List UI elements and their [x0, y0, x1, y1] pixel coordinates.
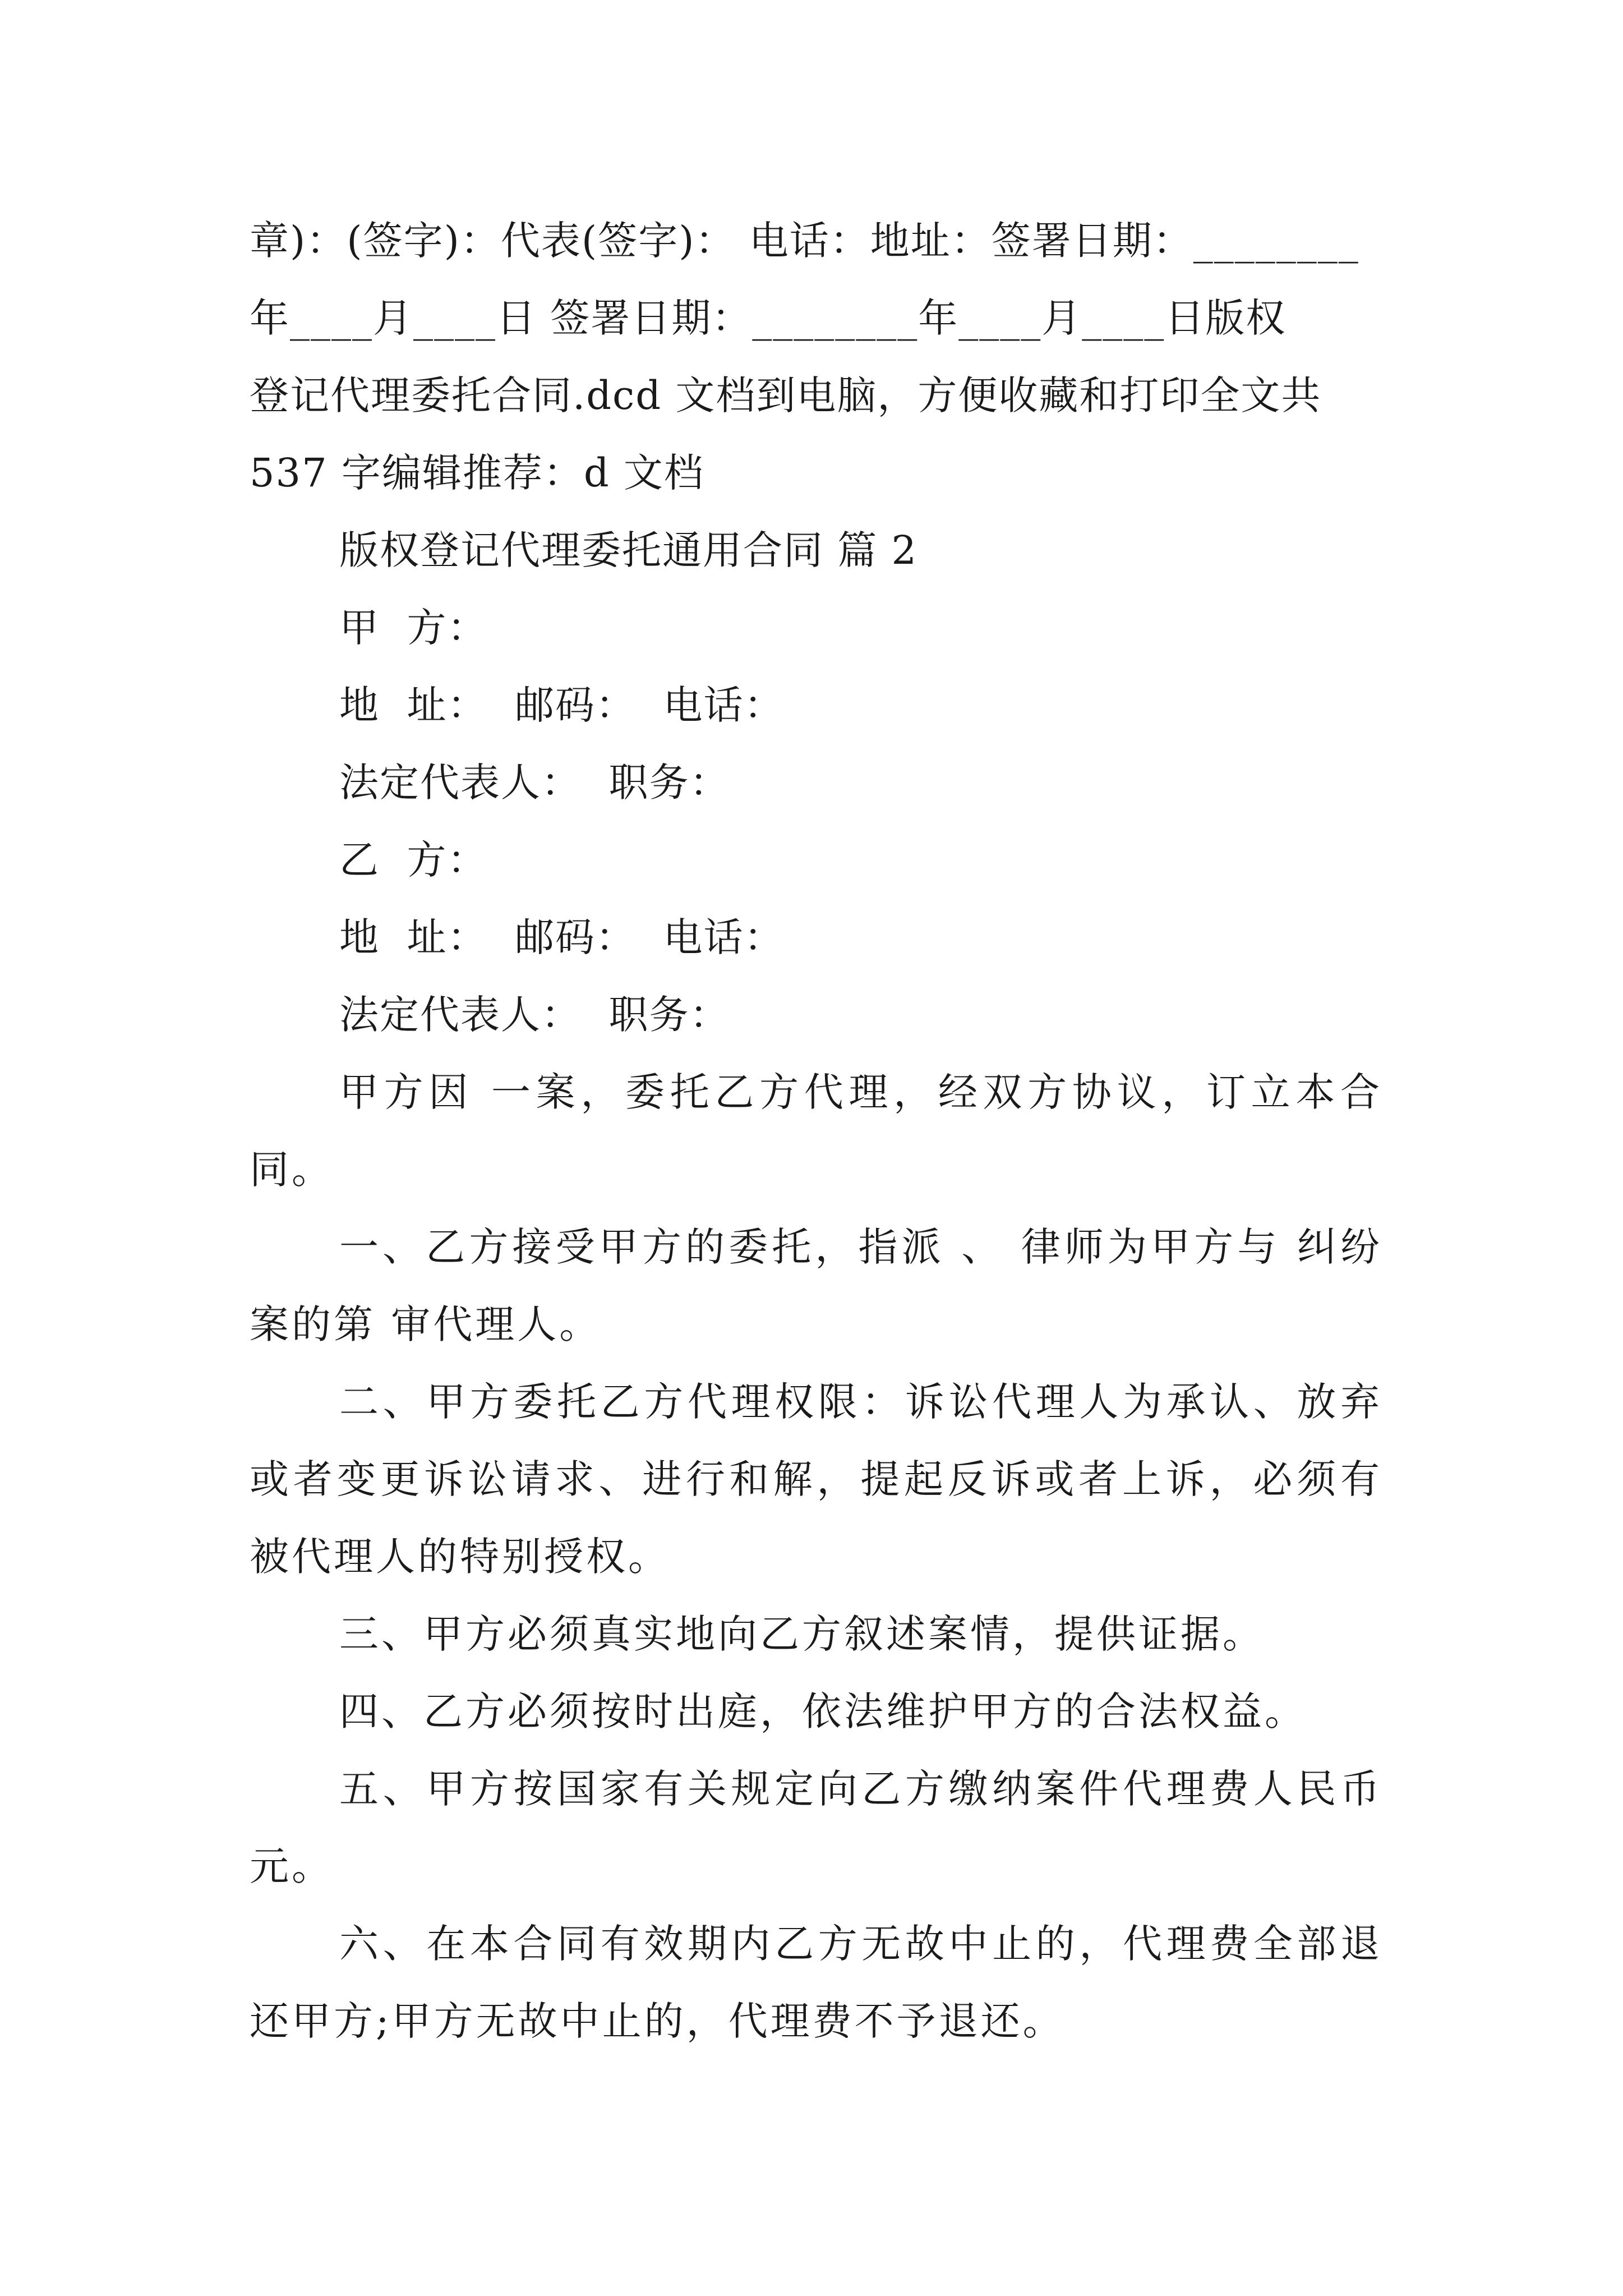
clause-6: 六、在本合同有效期内乙方无故中止的，代理费全部退还甲方;甲方无故中止的，代理费不予退还。 [250, 1921, 1382, 2044]
party-b-representative: 法定代表人： 职务： [339, 992, 730, 1038]
party-a-representative: 法定代表人： 职务： [339, 760, 730, 806]
section-title: 版权登记代理委托通用合同 篇 2 [339, 527, 918, 573]
text-line: 537 字编辑推荐：d 文档 [250, 450, 704, 496]
document-body [250, 202, 1382, 2060]
clause-1: 一、乙方接受甲方的委托，指派 、 律师为甲方与 纠纷案的第 审代理人。 [250, 1224, 1382, 1347]
text-line: 登记代理委托合同.dcd 文档到电脑，方便收藏和打印全文共 [250, 372, 1322, 418]
text-line: 年____月____日 签署日期：________年____月____日版权 [250, 295, 1287, 341]
party-a-address: 地 址： 邮码： 电话： [339, 682, 785, 728]
clause-2: 二、甲方委托乙方代理权限：诉讼代理人为承认、放弃或者变更诉讼请求、进行和解，提起反诉或者上诉，必须有被代理人的特别授权。 [250, 1379, 1382, 1580]
clause-4: 四、乙方必须按时出庭，依法维护甲方的合法权益。 [339, 1688, 1307, 1734]
party-a-label: 甲 方： [339, 605, 488, 651]
party-b-address: 地 址： 邮码： 电话： [339, 914, 785, 960]
clause-5: 五、甲方按国家有关规定向乙方缴纳案件代理费人民币元。 [250, 1766, 1382, 1889]
paragraph-intro: 甲方因 一案，委托乙方代理，经双方协议，订立本合同。 [250, 1069, 1382, 1193]
party-b-label: 乙 方： [339, 837, 488, 883]
clause-3: 三、甲方必须真实地向乙方叙述案情，提供证据。 [339, 1611, 1265, 1657]
text-line: 章)：(签字)：代表(签字)： 电话：地址：签署日期：________ [250, 218, 1359, 264]
